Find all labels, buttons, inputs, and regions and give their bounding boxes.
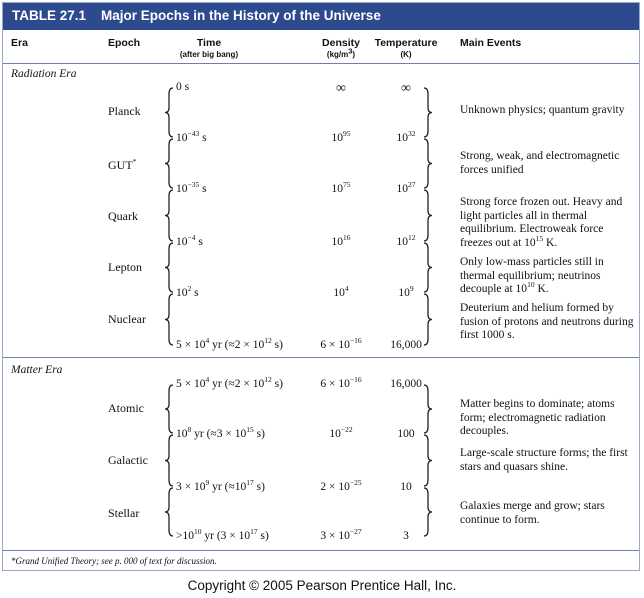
header-temperature-sub: (K) xyxy=(400,50,412,59)
density-value: $10^{95}$ xyxy=(331,129,351,144)
right-brace xyxy=(424,385,432,433)
time-value: $10^{-4}$ s xyxy=(176,233,203,248)
event-galactic: Large-scale structure forms; the first stars and quasars shine. xyxy=(460,447,628,473)
left-brace xyxy=(165,139,173,188)
temperature-value: $10^9$ xyxy=(398,284,414,299)
header-temperature: Temperature xyxy=(374,37,438,49)
header-density-sub: $(kg/m^3)$ xyxy=(326,46,356,59)
temperature-value: 16,000 xyxy=(390,378,422,390)
time-value: $>10^{10}$ yr ($3 \times 10^{17}$ s) xyxy=(176,527,269,542)
table-title: TABLE 27.1 Major Epochs in the History of the Universe xyxy=(12,8,381,23)
temperature-value: $10^{32}$ xyxy=(396,129,416,144)
header-time-sub: (after big bang) xyxy=(179,50,239,59)
epoch-lepton: Lepton xyxy=(108,260,142,274)
density-value: $6 \times 10^{-16}$ xyxy=(320,375,362,390)
epoch-galactic: Galactic xyxy=(108,453,148,467)
density-value: $6 \times 10^{-16}$ xyxy=(320,336,362,351)
era-radiation: Radiation Era xyxy=(11,68,77,80)
epoch-planck: Planck xyxy=(108,104,141,118)
left-brace xyxy=(165,294,173,345)
time-value: $10^2$ s xyxy=(176,284,199,299)
epoch-quark: Quark xyxy=(108,209,138,223)
header-main-events: Main Events xyxy=(460,37,522,49)
temperature-value: $10^{27}$ xyxy=(396,180,416,195)
right-brace xyxy=(424,88,432,137)
temperature-value: ∞ xyxy=(401,81,411,96)
left-brace xyxy=(165,488,173,536)
header-era: Era xyxy=(11,37,28,49)
time-value: $5 \times 10^4$ yr ($\approx 2 \times 10^{12}$ s) xyxy=(176,375,283,390)
right-brace xyxy=(424,139,432,188)
left-brace xyxy=(165,435,173,486)
temperature-value: 3 xyxy=(403,530,409,542)
left-brace xyxy=(165,385,173,433)
right-brace xyxy=(424,190,432,241)
event-atomic: Matter begins to dominate; atoms form; electromagnetic radiation decouples. xyxy=(460,398,615,437)
right-brace xyxy=(424,435,432,486)
left-brace xyxy=(165,88,173,137)
event-lepton: Only low-mass particles still in thermal equilibrium; neutrinos decouple at $10^{10}$ K. xyxy=(460,256,604,295)
density-value: $10^{75}$ xyxy=(331,180,351,195)
temperature-value: 10 xyxy=(400,481,412,493)
density-value: $2 \times 10^{-25}$ xyxy=(320,478,362,493)
temperature-value: 16,000 xyxy=(390,339,422,351)
left-brace xyxy=(165,243,173,292)
copyright-line: Copyright © 2005 Pearson Prentice Hall, Inc. xyxy=(187,578,457,593)
right-brace xyxy=(424,488,432,536)
epoch-gut: GUT* xyxy=(108,157,137,172)
time-value: $10^{-35}$ s xyxy=(176,180,207,195)
time-value: $10^{-43}$ s xyxy=(176,129,207,144)
event-stellar: Galaxies merge and grow; stars continue to form. xyxy=(460,500,605,526)
footnote: *Grand Unified Theory; see p. 000 of text for discussion. xyxy=(11,556,217,566)
header-time: Time xyxy=(196,37,222,49)
epoch-stellar: Stellar xyxy=(108,506,140,520)
header-epoch: Epoch xyxy=(108,37,141,49)
left-brace xyxy=(165,190,173,241)
event-nuclear: Deuterium and helium formed by fusion of protons and neutrons during first 1000 s. xyxy=(460,302,634,341)
event-planck: Unknown physics; quantum gravity xyxy=(460,104,625,116)
time-value: $3 \times 10^9$ yr ($\approx 10^{17}$ s) xyxy=(176,478,265,493)
temperature-value: $10^{12}$ xyxy=(396,233,416,248)
right-brace xyxy=(424,243,432,292)
event-quark: Strong force frozen out. Heavy and light particles all in thermal equilibrium. Electroweak force freezes out at $10^{15}$ K. xyxy=(460,196,623,249)
time-value: $5 \times 10^4$ yr ($\approx 2 \times 10^{12}$ s) xyxy=(176,336,283,351)
right-brace xyxy=(424,294,432,345)
era-matter: Matter Era xyxy=(11,364,63,376)
time-value: $10^8$ yr ($\approx 3 \times 10^{15}$ s) xyxy=(176,425,265,440)
density-value: $10^{16}$ xyxy=(331,233,351,248)
epoch-nuclear: Nuclear xyxy=(108,312,146,326)
density-value: $10^{-22}$ xyxy=(329,425,353,440)
time-value: 0 s xyxy=(176,81,190,93)
header-density: Density xyxy=(322,37,360,49)
event-gut: Strong, weak, and electromagnetic forces unified xyxy=(460,150,620,176)
density-value: $10^4$ xyxy=(333,284,349,299)
epoch-atomic: Atomic xyxy=(108,401,144,415)
density-value: $3 \times 10^{-27}$ xyxy=(320,527,362,542)
temperature-value: 100 xyxy=(397,428,415,440)
density-value: ∞ xyxy=(336,81,346,96)
